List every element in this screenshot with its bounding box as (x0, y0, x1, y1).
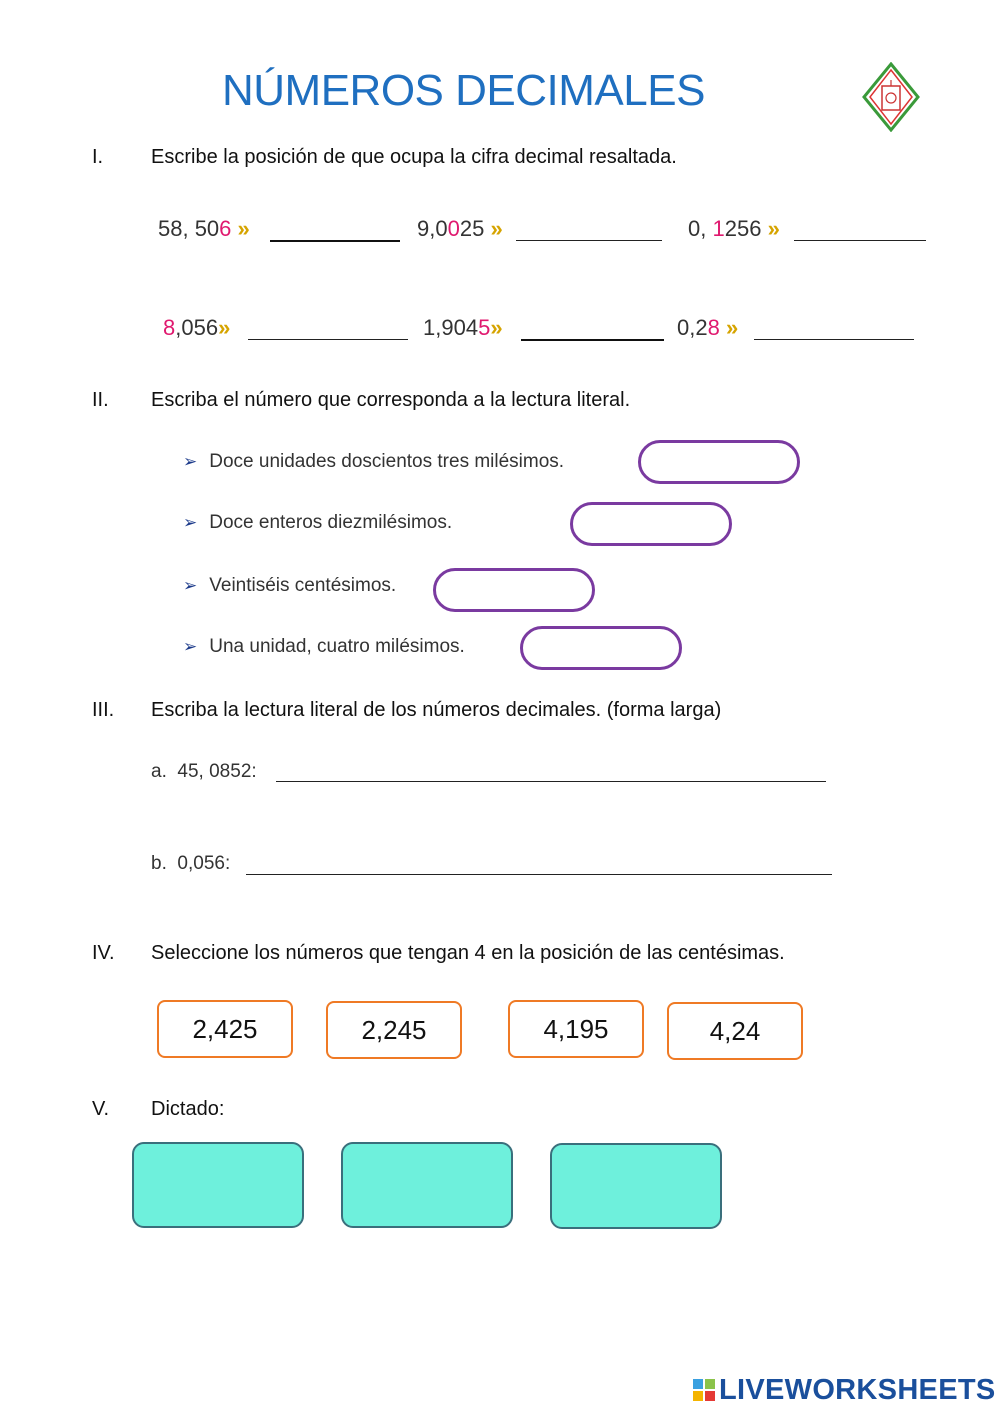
dictation-box-2[interactable] (341, 1142, 513, 1228)
reading-item-letter: b. (151, 853, 167, 874)
decimal-item-3 (688, 216, 780, 242)
decimal-item-3-highlight: 1 (712, 216, 725, 241)
section-3-heading: Escriba la lectura literal de los números decimales. (forma larga) (151, 699, 722, 721)
section-4-numeral: IV. (92, 942, 115, 964)
decimal-item-6 (677, 315, 738, 341)
decimal-item-5 (423, 315, 503, 341)
page-title: NÚMEROS DECIMALES (222, 66, 705, 115)
answer-oval-4[interactable] (520, 626, 682, 670)
arrow-bullet-icon: ➢ (183, 513, 198, 532)
choice-option-4[interactable]: 4,24 (667, 1002, 803, 1060)
decimal-item-2-highlight: 0 (447, 216, 460, 241)
decimal-item-6-highlight: 8 (707, 315, 720, 340)
choice-option-2[interactable]: 2,245 (326, 1001, 462, 1059)
decimal-item-5-pre: 1,904 (423, 315, 479, 340)
arrow-bullet-icon: ➢ (183, 452, 198, 471)
list-item (183, 512, 452, 534)
reading-item-b (151, 853, 230, 875)
dictation-box-1[interactable] (132, 1142, 304, 1228)
chevron-right-icon: » (767, 216, 780, 241)
brand-footer (693, 1374, 996, 1407)
answer-line-b[interactable] (246, 874, 832, 875)
answer-blank-4[interactable] (248, 339, 408, 340)
reading-item-letter: a. (151, 761, 167, 782)
reading-item-value: 0,056: (177, 853, 231, 874)
decimal-item-5-highlight: 5 (478, 315, 491, 340)
decimal-item-1-pre: 58, 50 (158, 216, 220, 241)
decimal-item-2-post: 25 (459, 216, 485, 241)
school-logo-icon (862, 62, 920, 132)
section-2-heading: Escriba el número que corresponda a la lectura literal. (151, 389, 631, 411)
section-2-numeral: II. (92, 389, 109, 411)
chevron-right-icon: » (237, 216, 250, 241)
section-3-numeral: III. (92, 699, 115, 721)
arrow-bullet-icon: ➢ (183, 637, 198, 656)
section-5-numeral: V. (92, 1098, 110, 1120)
answer-blank-1[interactable] (270, 240, 400, 242)
brand-text: LIVEWORKSHEETS (719, 1374, 996, 1406)
decimal-item-4-highlight: 8 (163, 315, 176, 340)
section-1-heading: Escribe la posición de que ocupa la cifra decimal resaltada. (151, 146, 677, 168)
list-item-text: Una unidad, cuatro milésimos. (209, 636, 465, 657)
decimal-item-1 (158, 216, 250, 242)
chevron-right-icon: » (490, 315, 503, 340)
answer-blank-3[interactable] (794, 240, 926, 241)
list-item-text: Doce unidades doscientos tres milésimos. (209, 451, 565, 472)
section-1-numeral: I. (92, 146, 104, 168)
choice-option-3[interactable]: 4,195 (508, 1000, 644, 1058)
decimal-item-2-pre: 9,0 (417, 216, 448, 241)
dictation-box-3[interactable] (550, 1143, 722, 1229)
decimal-item-2 (417, 216, 503, 242)
list-item (183, 636, 465, 658)
decimal-item-6-pre: 0,2 (677, 315, 708, 340)
decimal-item-1-highlight: 6 (219, 216, 232, 241)
answer-line-a[interactable] (276, 781, 826, 782)
chevron-right-icon: » (490, 216, 503, 241)
reading-item-a (151, 761, 257, 783)
list-item (183, 575, 396, 597)
answer-oval-3[interactable] (433, 568, 595, 612)
choice-option-1[interactable]: 2,425 (157, 1000, 293, 1058)
answer-oval-2[interactable] (570, 502, 732, 546)
decimal-item-4-post: ,056 (175, 315, 219, 340)
answer-blank-6[interactable] (754, 339, 914, 340)
section-5-heading: Dictado: (151, 1098, 225, 1120)
list-item-text: Veintiséis centésimos. (209, 575, 397, 596)
chevron-right-icon: » (218, 315, 231, 340)
decimal-item-3-post: 256 (724, 216, 762, 241)
answer-blank-2[interactable] (516, 240, 662, 241)
answer-oval-1[interactable] (638, 440, 800, 484)
list-item-text: Doce enteros diezmilésimos. (209, 512, 453, 533)
decimal-item-3-pre: 0, (688, 216, 713, 241)
answer-blank-5[interactable] (521, 339, 664, 341)
chevron-right-icon: » (725, 315, 739, 340)
liveworksheets-logo-icon (693, 1379, 715, 1401)
section-4-heading: Seleccione los números que tengan 4 en la posición de las centésimas. (151, 942, 785, 964)
decimal-item-4 (163, 315, 230, 341)
reading-item-value: 45, 0852: (177, 761, 257, 782)
arrow-bullet-icon: ➢ (183, 576, 198, 595)
list-item (183, 451, 564, 473)
